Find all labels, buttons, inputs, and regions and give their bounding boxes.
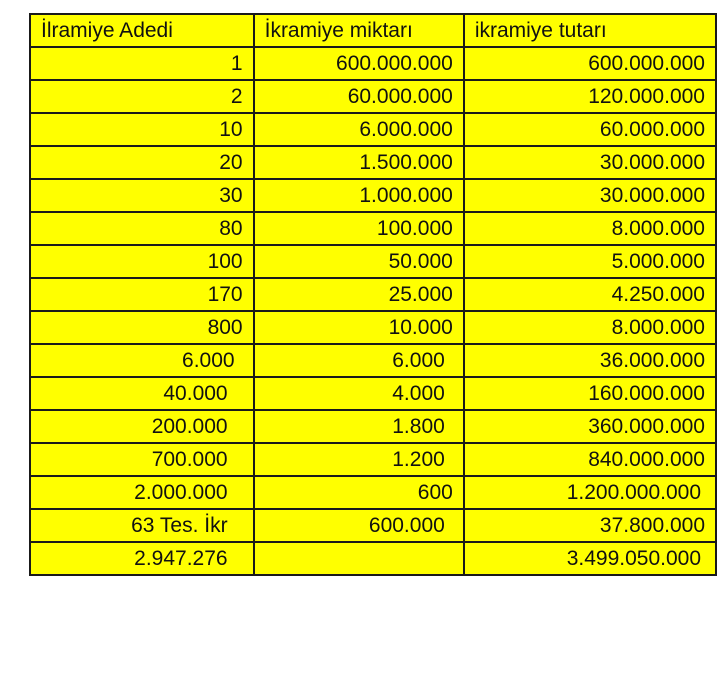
table-row: [30, 509, 716, 542]
cell-count: 700.000: [30, 443, 254, 476]
table-row: [30, 311, 716, 344]
cell-amount: 600: [254, 476, 464, 509]
cell-total: 1.200.000.000: [464, 476, 716, 509]
header-row: [30, 14, 716, 47]
cell-count: 200.000: [30, 410, 254, 443]
cell-total: 840.000.000: [464, 443, 716, 476]
cell-total: 36.000.000: [464, 344, 716, 377]
cell-amount: 1.500.000: [254, 146, 464, 179]
table-row: [30, 80, 716, 113]
header-prize-amount: İkramiye miktarı: [254, 14, 464, 47]
cell-total: 160.000.000: [464, 377, 716, 410]
cell-total: 600.000.000: [464, 47, 716, 80]
table-row: [30, 476, 716, 509]
header-prize-count: İlramiye Adedi: [30, 14, 254, 47]
cell-count: 170: [30, 278, 254, 311]
cell-count: 2: [30, 80, 254, 113]
table-row: [30, 344, 716, 377]
cell-total: 37.800.000: [464, 509, 716, 542]
cell-amount: 10.000: [254, 311, 464, 344]
table-row: [30, 179, 716, 212]
table-row: [30, 47, 716, 80]
table-row: [30, 146, 716, 179]
table-row: [30, 410, 716, 443]
cell-amount: 1.000.000: [254, 179, 464, 212]
cell-count: 10: [30, 113, 254, 146]
cell-total: 8.000.000: [464, 311, 716, 344]
cell-amount: 1.200: [254, 443, 464, 476]
grand-total: 3.499.050.000: [464, 542, 716, 575]
cell-total: 8.000.000: [464, 212, 716, 245]
table-row: [30, 113, 716, 146]
cell-total: 360.000.000: [464, 410, 716, 443]
table-row: [30, 278, 716, 311]
cell-count: 20: [30, 146, 254, 179]
table-row: [30, 443, 716, 476]
cell-amount: 4.000: [254, 377, 464, 410]
cell-total: 30.000.000: [464, 146, 716, 179]
cell-count: 30: [30, 179, 254, 212]
total-amount-empty: [254, 542, 464, 575]
total-count: 2.947.276: [30, 542, 254, 575]
cell-amount: 6.000.000: [254, 113, 464, 146]
cell-count: 80: [30, 212, 254, 245]
cell-amount: 60.000.000: [254, 80, 464, 113]
cell-count: 6.000: [30, 344, 254, 377]
totals-row: [30, 542, 716, 575]
cell-total: 4.250.000: [464, 278, 716, 311]
cell-amount: 6.000: [254, 344, 464, 377]
table-row: [30, 245, 716, 278]
cell-count: 100: [30, 245, 254, 278]
table-row: [30, 212, 716, 245]
cell-amount: 50.000: [254, 245, 464, 278]
prize-table: [29, 13, 717, 576]
cell-count: 800: [30, 311, 254, 344]
cell-amount: 600.000: [254, 509, 464, 542]
cell-count: 1: [30, 47, 254, 80]
cell-total: 120.000.000: [464, 80, 716, 113]
cell-count: 2.000.000: [30, 476, 254, 509]
cell-amount: 600.000.000: [254, 47, 464, 80]
cell-total: 5.000.000: [464, 245, 716, 278]
table-row: [30, 377, 716, 410]
cell-amount: 25.000: [254, 278, 464, 311]
cell-amount: 1.800: [254, 410, 464, 443]
cell-amount: 100.000: [254, 212, 464, 245]
cell-count: 40.000: [30, 377, 254, 410]
cell-count: 63 Tes. İkr: [30, 509, 254, 542]
cell-total: 60.000.000: [464, 113, 716, 146]
header-prize-total: ikramiye tutarı: [464, 14, 716, 47]
cell-total: 30.000.000: [464, 179, 716, 212]
